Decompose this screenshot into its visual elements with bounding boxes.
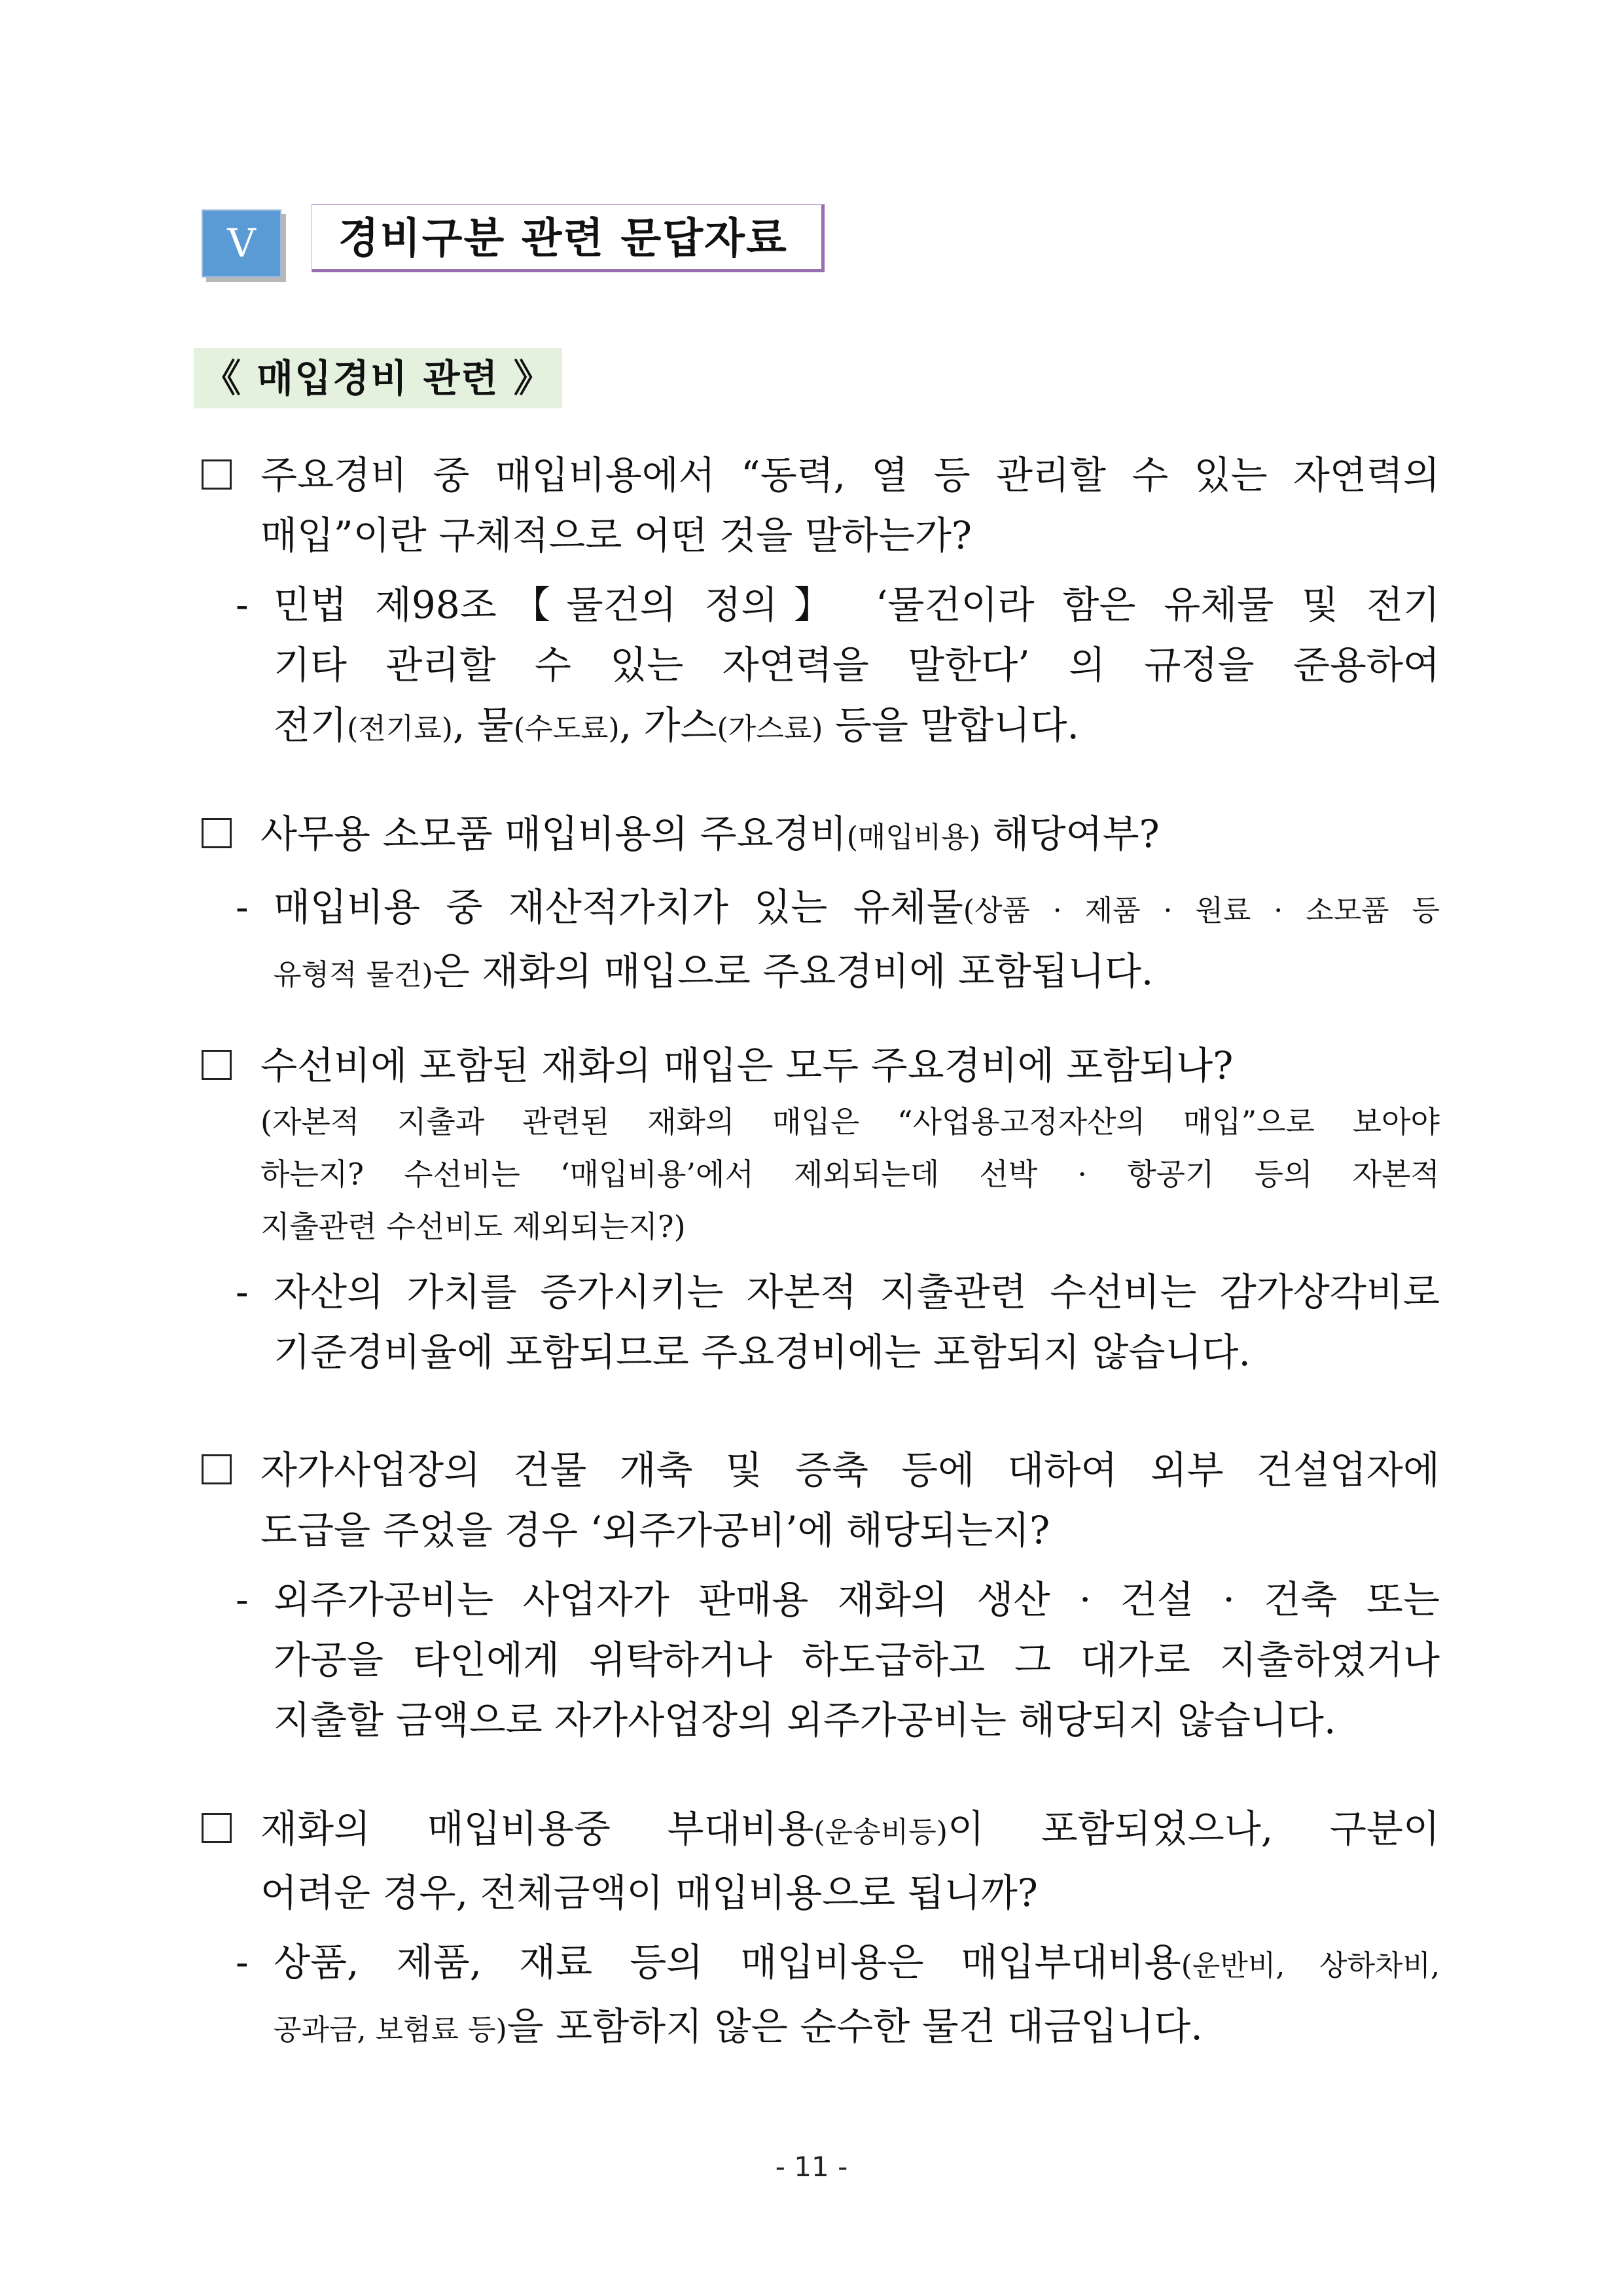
question-note [196,1096,1440,1253]
answer-line: 가공을 타인에게 위탁하거나 하도급하고 그 대가로 지출하였거나 [274,1638,1440,1682]
question [196,445,1440,565]
answer-line [274,1996,1440,2060]
answer-note: 공과금, 보험료 등) [274,2013,507,2047]
dash-bullet: - [236,1577,249,1622]
question-line [260,1799,1440,1863]
answer-line: 외주가공비는 사업자가 판매용 재화의 생산 · 건설 · 건축 또는 [274,1577,1440,1622]
question-text: 사무용 소모품 매입비용의 주요경비 [260,812,847,856]
checkbox-icon [202,1454,232,1484]
question-line: 수선비에 포함된 재화의 매입은 모두 주요경비에 포함되나? [260,1043,1234,1088]
answer-line: 자산의 가치를 증가시키는 자본적 지출관련 수선비는 감가상각비로 [274,1270,1440,1314]
answer [196,877,1440,1005]
note-line: 지출관련 수선비도 제외되는지?) [260,1209,686,1244]
checkbox-icon [202,1813,232,1843]
qa-block-1 [196,445,1440,759]
answer-line: 민법 제98조【물건의 정의】 ‘물건이라 함은 유체물 및 전기 [274,583,1440,627]
answer-text: 등을 말합니다. [823,703,1079,747]
checkbox-icon [202,818,232,848]
checkbox-icon [202,459,232,490]
answer-line: 지출할 금액으로 자가사업장의 외주가공비는 해당되지 않습니다. [274,1698,1336,1742]
dash-bullet: - [236,1940,249,1984]
answer [196,1262,1440,1382]
section-title: 경비구분 관련 문답자료 [312,204,825,272]
checkbox-icon [202,1050,232,1080]
question-line: 어려운 경우, 전체금액이 매입비용으로 됩니까? [260,1871,1038,1915]
qa-block-3 [196,1035,1440,1382]
question-line: 자가사업장의 건물 개축 및 증축 등에 대하여 외부 건설업자에 [260,1448,1440,1492]
qa-block-2 [196,804,1440,1005]
qa-block-4 [196,1440,1440,1750]
question-line: 주요경비 중 매입비용에서 “동력, 열 등 관리할 수 있는 자연력의 [260,453,1440,497]
answer-note: (전기료) [347,712,453,745]
question [196,804,1440,868]
answer-line: 기타 관리할 수 있는 자연력을 말한다’ 의 규정을 준용하여 [274,643,1440,687]
answer-line [274,877,1440,941]
question [196,1035,1440,1096]
answer-note: (상품 · 제품 · 원료 · 소모품 등 [963,894,1440,927]
question-line: 매입”이란 구체적으로 어떤 것을 말하는가? [260,513,972,558]
answer [196,1932,1440,2060]
question-note: (매입비용) [846,821,981,854]
answer-note: (수도료) [513,712,620,745]
answer-text: , 가스 [619,703,717,747]
answer-text: 을 포함하지 않은 순수한 물건 대금입니다. [507,2004,1203,2049]
note-line: (자본적 지출과 관련된 재화의 매입은 “사업용고정자산의 매입”으로 보아야 [260,1104,1440,1139]
answer-text: 매입비용 중 재산적가치가 있는 유체물 [274,885,963,929]
answer [196,1570,1440,1750]
dash-bullet: - [236,1270,249,1314]
answer-text: , 물 [452,703,514,747]
answer-line [274,695,1440,759]
answer-line: 기준경비율에 포함되므로 주요경비에는 포함되지 않습니다. [274,1330,1251,1374]
answer [196,575,1440,759]
dash-bullet: - [236,885,249,929]
dash-bullet: - [236,583,249,627]
section-number-badge: V [202,209,281,278]
answer-note: (운반비, 상하차비, [1181,1949,1440,1982]
question [196,1799,1440,1923]
answer-text: 상품, 제품, 재료 등의 매입비용은 매입부대비용 [274,1940,1181,1984]
question [196,1440,1440,1560]
question-line [260,804,1440,868]
question-text: 재화의 매입비용중 부대비용 [260,1806,814,1851]
answer-line [274,1932,1440,1996]
answer-text: 은 재화의 매입으로 주요경비에 포함됩니다. [433,949,1154,994]
note-line: 하는지? 수선비는 ‘매입비용’에서 제외되는데 선박 · 항공기 등의 자본적 [260,1157,1440,1192]
question-text: 해당여부? [980,812,1160,856]
answer-line [274,941,1440,1005]
question-note: (운송비등) [813,1816,948,1849]
answer-note: 유형적 물건) [274,958,433,992]
section-header [202,204,856,280]
question-line: 도급을 주었을 경우 ‘외주가공비’에 해당되는지? [260,1508,1050,1552]
qa-block-5 [196,1799,1440,2060]
answer-text: 전기 [274,703,348,747]
answer-note: (가스료) [717,712,823,745]
subheading: 《 매입경비 관련 》 [194,348,562,408]
question-text: 이 포함되었으나, 구분이 [947,1806,1440,1851]
page-number: - 11 - [775,2151,848,2183]
